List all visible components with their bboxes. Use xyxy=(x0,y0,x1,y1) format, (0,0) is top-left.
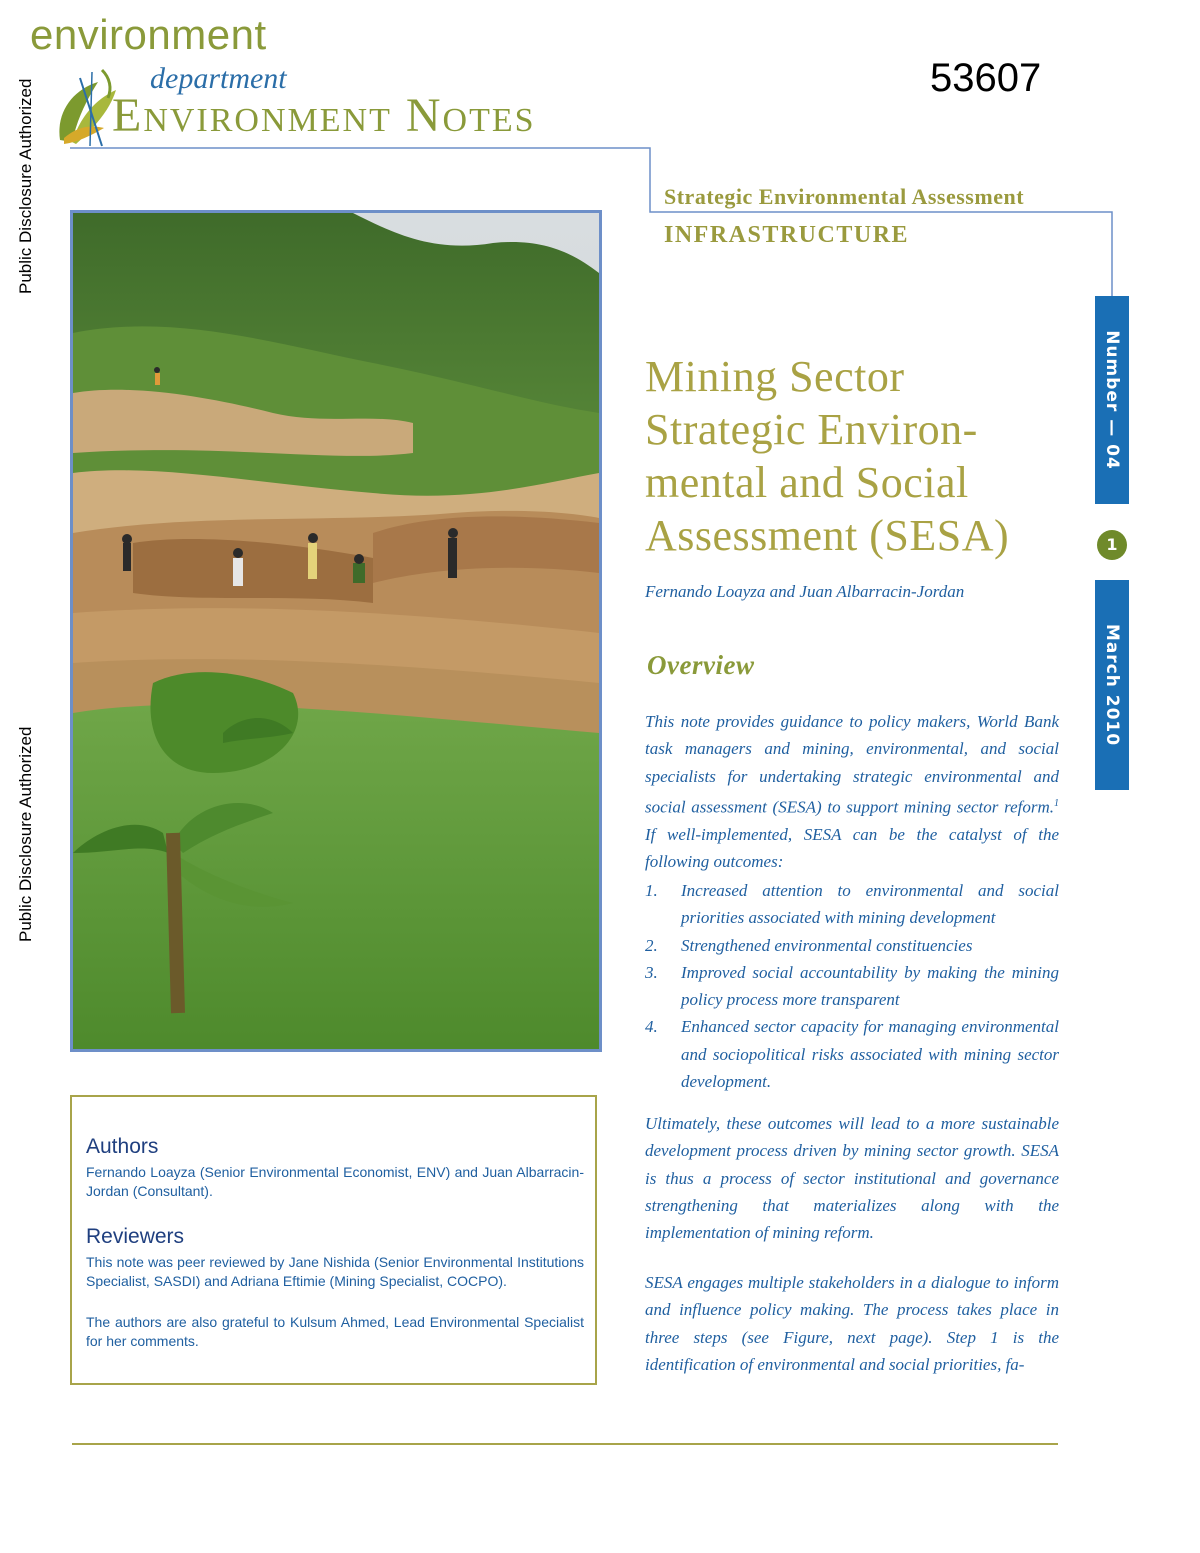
issue-number-tab xyxy=(1095,296,1129,504)
outcomes-list xyxy=(645,877,1059,1095)
overview-paragraph-3: SESA engages multiple stakeholders in a dialogue to inform and influence policy making. The process takes place in three steps (see Figure, next page). Step 1 is the identification of environmental and social priorities, fa- xyxy=(645,1273,1059,1374)
title-line-3: mental and Social xyxy=(645,458,969,507)
list-item xyxy=(645,959,1059,1014)
overview-paragraph-2: Ultimately, these outcomes will lead to a more sustainable development process driven by mining sector growth. SESA is thus a process of sector institutional and governance strengthening that materializes along with the implementation of mining reform. xyxy=(645,1114,1059,1243)
masthead-title: Environment Notes xyxy=(112,89,536,142)
disclosure-label-top: Public Disclosure Authorized xyxy=(16,78,35,294)
document-number: 53607 xyxy=(930,56,1042,100)
page-number-badge: 1 xyxy=(1097,530,1127,560)
title-line-1: Mining Sector xyxy=(645,352,905,401)
disclosure-label-bottom: Public Disclosure Authorized xyxy=(16,726,35,942)
title-line-4: Assessment (SESA) xyxy=(645,511,1010,560)
list-item-number: 4. xyxy=(645,1017,658,1037)
masthead-environment: environment xyxy=(30,11,267,58)
list-item xyxy=(645,932,1059,959)
reviewers-text: This note was peer reviewed by Jane Nishida (Senior Environmental Institutions Specialist, SASDI) and Adriana Eftimie (Mining Specialist, COCPO). xyxy=(86,1254,584,1289)
title-line-2: Strategic Environ- xyxy=(645,405,978,454)
list-item-text: Increased attention to environmental and social priorities associated with mining development xyxy=(681,881,1059,928)
reviewers-heading: Reviewers xyxy=(86,1225,185,1248)
paragraph-1-text: This note provides guidance to policy makers, World Bank task managers and mining, environmental, and social specialists for undertaking strategic environmental and social assessment (SESA) to support mining sector reform. xyxy=(645,712,1059,817)
authors-heading: Authors xyxy=(86,1135,159,1158)
footnote-marker: 1 xyxy=(1054,797,1059,809)
issue-date-tab xyxy=(1095,580,1129,790)
series-sector: INFRASTRUCTURE xyxy=(664,222,910,248)
list-item-number: 2. xyxy=(645,935,658,955)
issue-number-label: Number — 04 xyxy=(1102,330,1122,470)
list-item-text: Strengthened environmental constituencies xyxy=(681,935,973,955)
authors-box xyxy=(70,1095,597,1385)
mining-photo-image xyxy=(73,213,599,1049)
list-item-text: Enhanced sector capacity for managing environmental and sociopolitical risks associated with mining sector development. xyxy=(681,1017,1059,1092)
list-item xyxy=(645,877,1059,932)
byline: Fernando Loayza and Juan Albarracin-Jordan xyxy=(645,582,965,601)
authors-text: Fernando Loayza (Senior Environmental Economist, ENV) and Juan Albarracin-Jordan (Consultant). xyxy=(86,1164,584,1199)
masthead-department: department xyxy=(150,62,287,95)
bottom-divider xyxy=(72,1443,1058,1445)
overview-heading: Overview xyxy=(647,650,755,680)
list-item-number: 1. xyxy=(645,881,658,900)
list-item-number: 3. xyxy=(645,962,658,982)
list-item xyxy=(645,1013,1059,1095)
series-topic: Strategic Environmental Assessment xyxy=(664,184,1025,209)
list-item-text: Improved social accountability by making the mining policy process more transparent xyxy=(681,962,1059,1010)
mining-site-photo xyxy=(70,210,602,1052)
article-title xyxy=(645,350,1065,562)
overview-paragraph-1 xyxy=(645,708,1059,875)
issue-date-label: March 2010 xyxy=(1102,623,1122,747)
paragraph-1-tail: If well-implemented, SESA can be the catalyst of the following outcomes: xyxy=(645,824,1059,872)
acknowledgement-text: The authors are also grateful to Kulsum Ahmed, Lead Environmental Specialist for her comments. xyxy=(86,1314,584,1349)
